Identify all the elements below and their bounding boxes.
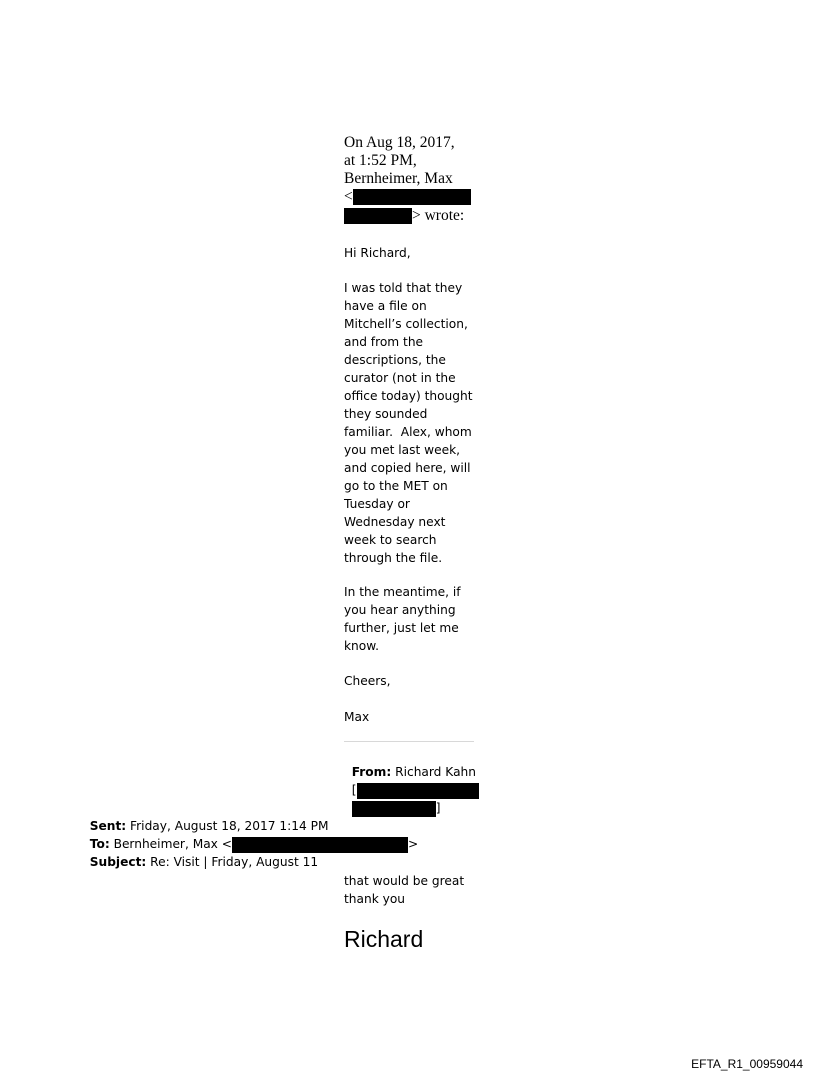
from-name: Richard Kahn — [391, 765, 476, 779]
divider — [344, 741, 474, 742]
wrote-text: > wrote: — [412, 207, 465, 224]
to-label: To: — [89, 837, 110, 851]
open-bracket: < — [344, 188, 353, 205]
redaction-block — [352, 801, 436, 817]
body-line: further, just let me — [344, 621, 459, 635]
quote-line-1: On Aug 18, 2017, — [344, 134, 455, 151]
body-line: Tuesday or — [344, 497, 410, 511]
body-line: I was told that they — [344, 281, 463, 295]
body-line: Wednesday next — [344, 515, 446, 529]
subject-line — [82, 835, 318, 871]
subject-label: Subject: — [89, 855, 147, 869]
body-line: Mitchell’s collection, — [344, 317, 468, 331]
body-line: through the file. — [344, 551, 443, 565]
quote-line-4 — [344, 188, 471, 206]
body-line: have a file on — [344, 299, 427, 313]
sent-value: Friday, August 18, 2017 1:14 PM — [126, 819, 329, 833]
open-bracket: [ — [351, 783, 357, 797]
body-line: and copied here, will — [344, 461, 471, 475]
close-bracket: ] — [435, 801, 441, 815]
body-line: In the meantime, if — [344, 585, 461, 599]
body-line: you hear anything — [344, 603, 456, 617]
quote-line-5 — [344, 207, 464, 225]
sent-label: Sent: — [89, 819, 127, 833]
body-line: and from the — [344, 335, 424, 349]
body-line: Hi Richard, — [344, 246, 411, 260]
body-line: Cheers, — [344, 674, 391, 688]
body-line: know. — [344, 639, 379, 653]
body-line: descriptions, the — [344, 353, 446, 367]
to-close: > — [407, 837, 419, 851]
body-line: go to the MET on — [344, 479, 448, 493]
body-line: Max — [344, 710, 370, 724]
subject-value: Re: Visit | Friday, August 11 — [146, 855, 319, 869]
to-value: Bernheimer, Max < — [109, 837, 232, 851]
redaction-block — [344, 208, 412, 224]
body-line: curator (not in the — [344, 371, 456, 385]
body-line: they sounded — [344, 407, 428, 421]
quote-line-3: Bernheimer, Max — [344, 170, 453, 187]
body-line: office today) thought — [344, 389, 473, 403]
body-line: familiar. Alex, whom — [344, 425, 472, 439]
document-id: EFTA_R1_00959044 — [691, 1057, 803, 1071]
from-address-line-2 — [344, 781, 441, 817]
quote-line-2: at 1:52 PM, — [344, 152, 417, 169]
from-label: From: — [351, 765, 392, 779]
redaction-block — [353, 189, 471, 205]
reply-line: thank you — [344, 892, 406, 906]
body-line: you met last week, — [344, 443, 461, 457]
reply-line: that would be great — [344, 874, 465, 888]
body-line: week to search — [344, 533, 437, 547]
signature: Richard — [344, 926, 424, 952]
